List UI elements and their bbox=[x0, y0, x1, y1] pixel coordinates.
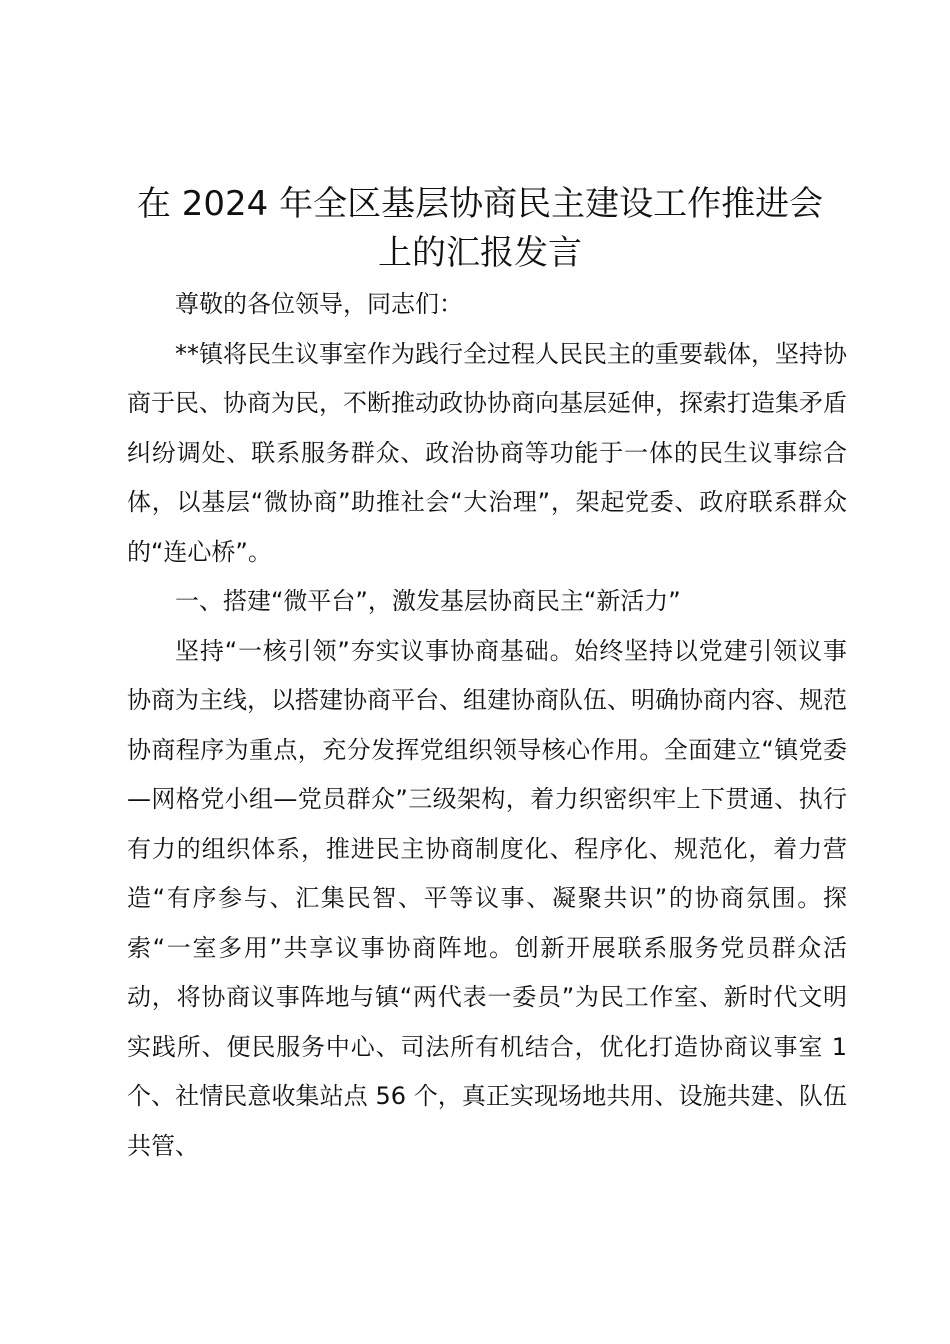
title-line-2: 上的汇报发言 bbox=[378, 233, 582, 273]
paragraph-intro: **镇将民生议事室作为践行全过程人民民主的重要载体，坚持协商于民、协商为民，不断推动政协协商向基层延伸，探索打造集矛盾纠纷调处、联系服务群众、政治协商等功能于一体的民生议事综合体，以基层“微协商”助推社会“大治理”，架起党委、政府联系群众的“连心桥”。 bbox=[127, 339, 847, 566]
salutation: 尊敬的各位领导，同志们： bbox=[175, 290, 463, 318]
paragraph-body: 坚持“一核引领”夯实议事协商基础。始终坚持以党建引领议事协商为主线，以搭建协商平台、组建协商队伍、明确协商内容、规范协商程序为重点，充分发挥党组织领导核心作用。全面建立“镇党委—网格党小组—党员群众”三级架构，着力织密织牢上下贯通、执行有力的组织体系，推进民主协商制度化、程序化、规范化，着力营造“有序参与、汇集民智、平等议事、凝聚共识”的协商氛围。探索“一室多用”共享议事协商阵地。创新开展联系服务党员群众活动，将协商议事阵地与镇“两代表一委员”为民工作室、新时代文明实践所、便民服务中心、司法所有机结合，优化打造协商议事室 1 个、社情民意收集站点 56 个，真正实现场地共用、设施共建、队伍共管、 bbox=[127, 636, 847, 1160]
section-heading: 一、搭建“微平台”，激发基层协商民主“新活力” bbox=[175, 587, 681, 615]
document-body bbox=[127, 280, 847, 1171]
title-line-1: 在 2024 年全区基层协商民主建设工作推进会 bbox=[136, 184, 824, 224]
document-title bbox=[110, 180, 850, 278]
